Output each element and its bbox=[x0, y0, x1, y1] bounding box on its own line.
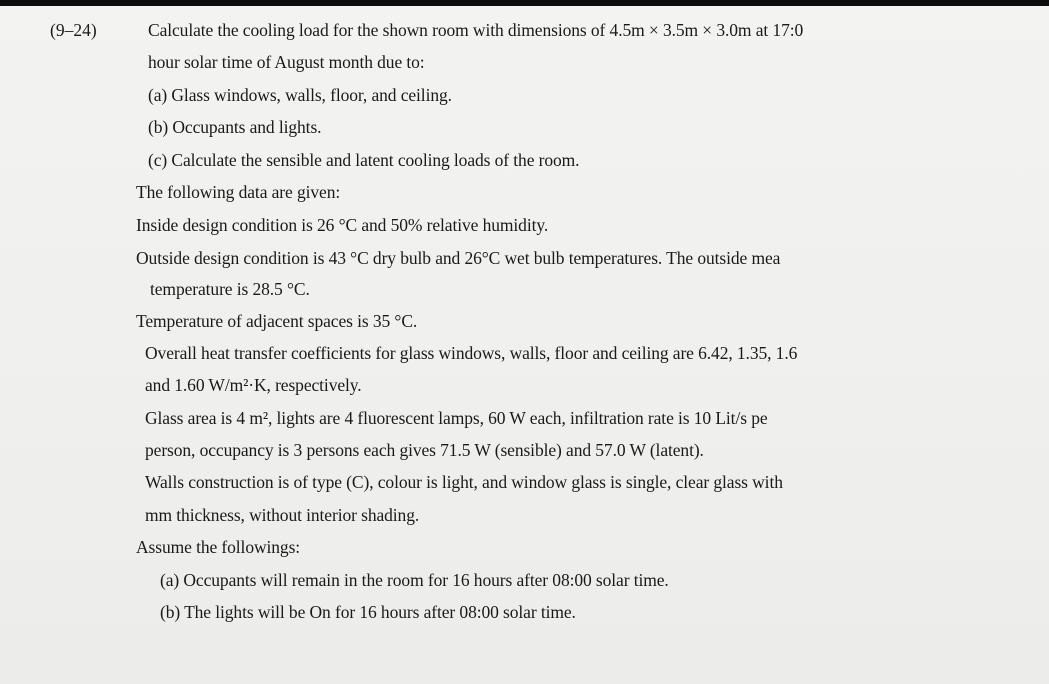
problem-statement-line: hour solar time of August month due to: bbox=[148, 52, 425, 72]
problem-statement-line: Calculate the cooling load for the shown room with dimensions of 4.5m × 3.5m × 3.0m at 17:0 bbox=[148, 20, 804, 40]
assumption-item-a: (a) Occupants will remain in the room for 16 hours after 08:00 solar time. bbox=[160, 570, 669, 590]
heat-transfer-coefficients-cont: and 1.60 W/m²·K, respectively. bbox=[145, 375, 362, 395]
occupancy-data: person, occupancy is 3 persons each gives 71.5 W (sensible) and 57.0 W (latent). bbox=[145, 440, 704, 460]
task-item-c: (c) Calculate the sensible and latent cooling loads of the room. bbox=[148, 150, 580, 170]
assumptions-heading: Assume the followings: bbox=[136, 537, 301, 557]
outside-design-condition: Outside design condition is 43 °C dry bulb and 26°C wet bulb temperatures. The outside mea bbox=[136, 248, 781, 268]
problem-number: (9–24) bbox=[50, 20, 97, 40]
adjacent-space-temperature: Temperature of adjacent spaces is 35 °C. bbox=[136, 311, 418, 331]
inside-design-condition: Inside design condition is 26 °C and 50% relative humidity. bbox=[136, 215, 549, 235]
task-item-b: (b) Occupants and lights. bbox=[148, 117, 322, 137]
wall-construction: Walls construction is of type (C), colour is light, and window glass is single, clear glass with bbox=[145, 472, 783, 492]
assumption-item-b: (b) The lights will be On for 16 hours after 08:00 solar time. bbox=[160, 602, 576, 622]
given-data-heading: The following data are given: bbox=[136, 182, 341, 202]
outside-design-condition-cont: temperature is 28.5 °C. bbox=[150, 279, 310, 299]
task-item-a: (a) Glass windows, walls, floor, and ceiling. bbox=[148, 85, 452, 105]
wall-construction-cont: mm thickness, without interior shading. bbox=[145, 505, 420, 525]
glass-area-lights: Glass area is 4 m², lights are 4 fluorescent lamps, 60 W each, infiltration rate is 10 Lit/s pe bbox=[145, 408, 768, 428]
document-page bbox=[0, 6, 1049, 684]
heat-transfer-coefficients: Overall heat transfer coefficients for glass windows, walls, floor and ceiling are 6.42, 1.35, 1.6 bbox=[145, 343, 798, 363]
